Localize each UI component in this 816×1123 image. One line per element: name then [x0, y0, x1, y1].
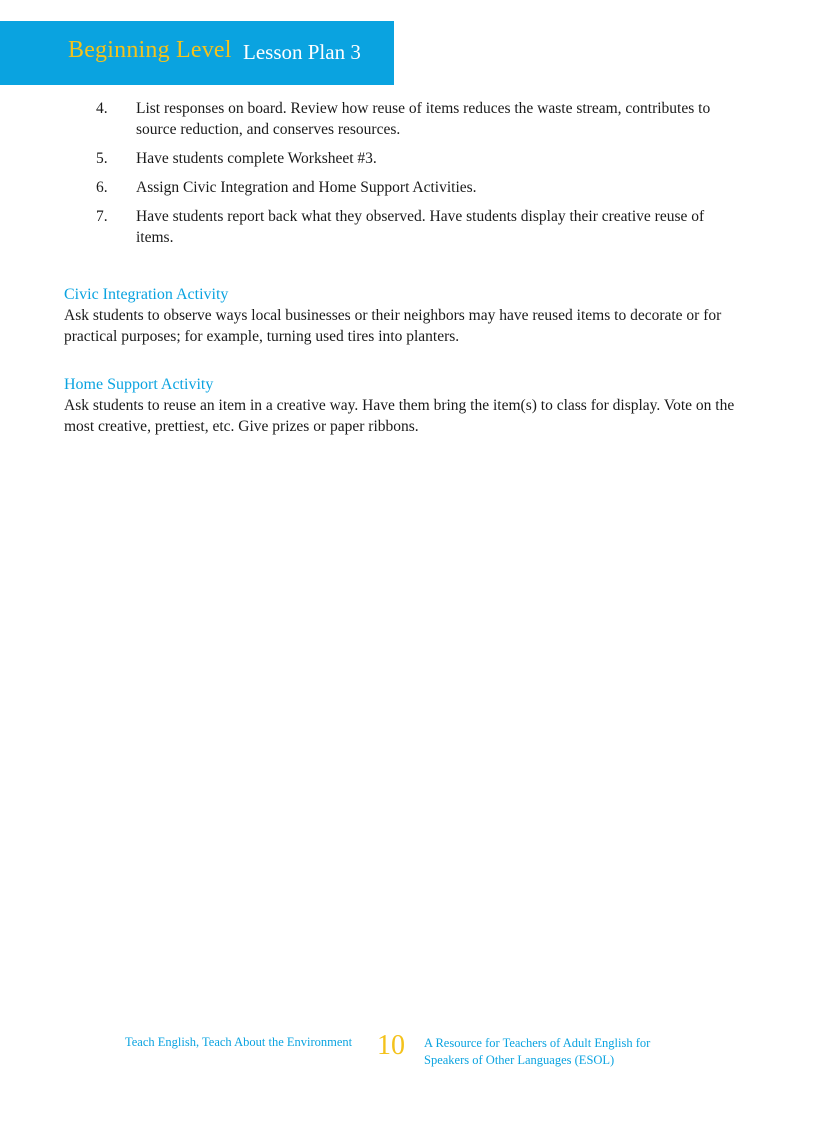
header-level-title: Beginning Level	[68, 37, 232, 63]
footer-title: Teach English, Teach About the Environment	[125, 1035, 353, 1049]
step-text: List responses on board. Review how reuse of items reduces the waste stream, contributes to source reduction, and conserves resources.	[136, 100, 711, 138]
step-text: Have students report back what they observed. Have students display their creative reuse of items.	[136, 208, 705, 246]
list-item	[96, 98, 736, 140]
civic-integration-body: Ask students to observe ways local businesses or their neighbors may have reused items to decorate or for practical purposes; for example, turning used tires into planters.	[64, 307, 722, 345]
step-number: 5.	[96, 150, 108, 167]
civic-integration-heading: Civic Integration Activity	[64, 286, 229, 303]
header-lesson-plan: Lesson Plan 3	[243, 40, 361, 64]
home-support-body: Ask students to reuse an item in a creative way. Have them bring the item(s) to class for display. Vote on the most creative, prettiest, etc. Give prizes or paper ribbons.	[64, 397, 735, 435]
home-support-heading: Home Support Activity	[64, 376, 214, 393]
list-item	[96, 177, 736, 198]
list-item	[96, 148, 736, 169]
list-item	[96, 206, 736, 248]
step-text: Have students complete Worksheet #3.	[136, 150, 377, 167]
step-text: Assign Civic Integration and Home Support Activities.	[136, 179, 477, 196]
step-number: 7.	[96, 208, 108, 225]
step-number: 4.	[96, 100, 108, 117]
footer-subtitle: A Resource for Teachers of Adult English for Speakers of Other Languages (ESOL)	[424, 1036, 651, 1067]
step-number: 6.	[96, 179, 108, 196]
page-number: 10	[377, 1030, 405, 1061]
steps-list	[96, 98, 736, 256]
